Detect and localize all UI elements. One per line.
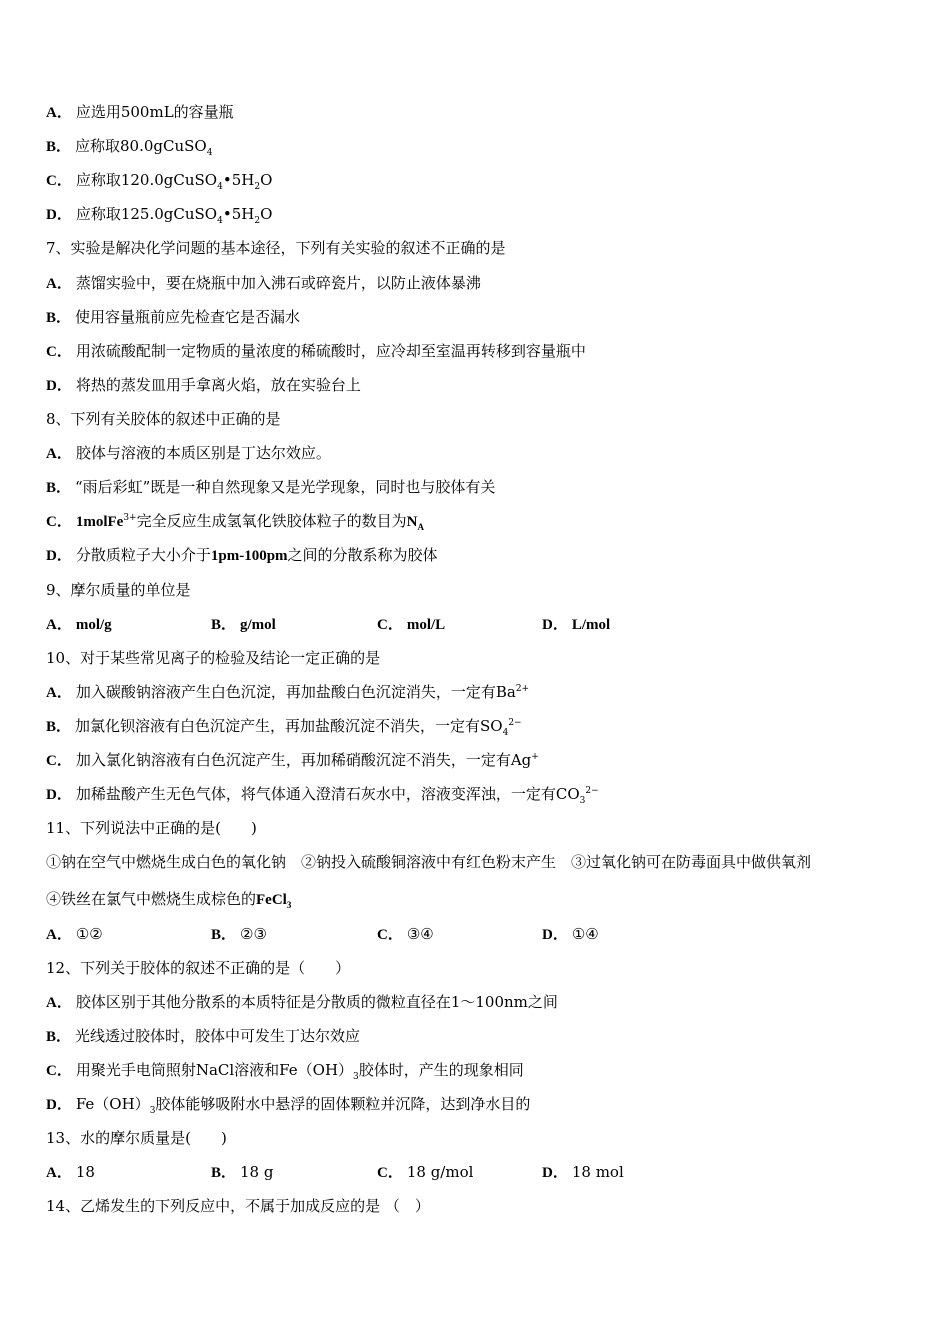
- q10-option-b: B． 加氯化钡溶液有白色沉淀产生，再加盐酸沉淀不消失，一定有$SO_4^{2-}$: [46, 717, 522, 738]
- q6-option-c: C． 应称取$120.0gCuSO_4•5H_2O$: [46, 171, 273, 192]
- q9-options: [46, 614, 926, 634]
- q10-option-a: A． 加入碳酸钠溶液产生白色沉淀，再加盐酸白色沉淀消失，一定有$Ba^{2+}$: [46, 683, 530, 701]
- q7-option-b: B． 使用容量瓶前应先检查它是否漏水: [46, 308, 301, 326]
- q7-option-d: D． 将热的蒸发皿用手拿离火焰，放在实验台上: [46, 376, 361, 394]
- q13-option-a: A． 18: [46, 1163, 95, 1181]
- q6-option-d: D． 应称取$125.0gCuSO_4•5H_2O$: [46, 205, 273, 226]
- q10-option-d: D． 加稀盐酸产生无色气体，将气体通入澄清石灰水中，溶液变浑浊，一定有$CO_3^{2-}$: [46, 785, 599, 806]
- q7-option-c: C． 用浓硫酸配制一定物质的量浓度的稀硫酸时，应冷却至室温再转移到容量瓶中: [46, 342, 586, 360]
- q6-option-b: B． 应称取80.0gCuSO$_4$: [46, 137, 213, 158]
- q12-option-d: D． $Fe(OH)_3$胶体能够吸附水中悬浮的固体颗粒并沉降，达到净水目的: [46, 1095, 531, 1116]
- q12-option-b: B． 光线透过胶体时，胶体中可发生丁达尔效应: [46, 1027, 361, 1045]
- q12-option-a: A． 胶体区别于其他分散系的本质特征是分散质的微粒直径在1～100nm之间: [46, 993, 558, 1011]
- q11-statements-2: ④铁丝在氯气中燃烧生成棕色的FeCl$_3$: [46, 890, 292, 910]
- q8-stem: 8、下列有关胶体的叙述中正确的是: [46, 410, 281, 428]
- q9-option-c: C． mol/L: [377, 617, 446, 633]
- q8-option-d: D． 分散质粒子大小介于1pm-100pm之间的分散系称为胶体: [46, 546, 438, 564]
- q11-option-c: C． ③④: [377, 925, 434, 943]
- q10-option-c: C． 加入氯化钠溶液有白色沉淀产生，再加稀硝酸沉淀不消失，一定有Ag+: [46, 751, 539, 769]
- q9-option-b: B． g/mol: [211, 617, 276, 633]
- q11-options: [46, 924, 926, 944]
- q13-options: [46, 1162, 926, 1182]
- q8-option-a: A． 胶体与溶液的本质区别是丁达尔效应。: [46, 444, 331, 462]
- q8-option-b: B． “雨后彩虹”既是一种自然现象又是光学现象，同时也与胶体有关: [46, 478, 496, 496]
- q9-option-a: A． mol/g: [46, 617, 112, 633]
- q9-option-d: D． L/mol: [542, 617, 611, 633]
- q9-stem: 9、摩尔质量的单位是: [46, 581, 191, 599]
- q11-option-d: D． ①④: [542, 925, 599, 943]
- q6-option-a: A． 应选用500mL的容量瓶: [46, 103, 234, 121]
- q11-option-b: B． ②③: [211, 925, 267, 943]
- q12-option-c: C． 用聚光手电筒照射NaCl溶液和$Fe(OH)_3$胶体时，产生的现象相同: [46, 1061, 524, 1082]
- q8-option-c: C． 1molFe$^{3+}$完全反应生成氢氧化铁胶体粒子的数目为$N_A$: [46, 512, 424, 532]
- q13-stem: 13、水的摩尔质量是( ): [46, 1129, 227, 1147]
- q13-option-d: D． 18 mol: [542, 1163, 624, 1181]
- q11-option-a: A． ①②: [46, 925, 103, 943]
- q12-stem: 12、下列关于胶体的叙述不正确的是（ ）: [46, 959, 351, 977]
- q13-option-b: B． 18 g: [211, 1163, 274, 1181]
- q10-stem: 10、对于某些常见离子的检验及结论一定正确的是: [46, 649, 381, 667]
- q11-stem: 11、下列说法中正确的是( ): [46, 819, 257, 837]
- q7-stem: 7、实验是解决化学问题的基本途径，下列有关实验的叙述不正确的是: [46, 239, 506, 257]
- q13-option-c: C． 18 g/mol: [377, 1163, 474, 1181]
- q11-statements-1: ①钠在空气中燃烧生成白色的氧化钠 ②钠投入硫酸铜溶液中有红色粉末产生 ③过氧化钠可在防毒面具中做供氧剂: [46, 853, 812, 871]
- q7-option-a: A． 蒸馏实验中，要在烧瓶中加入沸石或碎瓷片，以防止液体暴沸: [46, 274, 481, 292]
- q14-stem: 14、乙烯发生的下列反应中，不属于加成反应的是 （ ）: [46, 1197, 430, 1215]
